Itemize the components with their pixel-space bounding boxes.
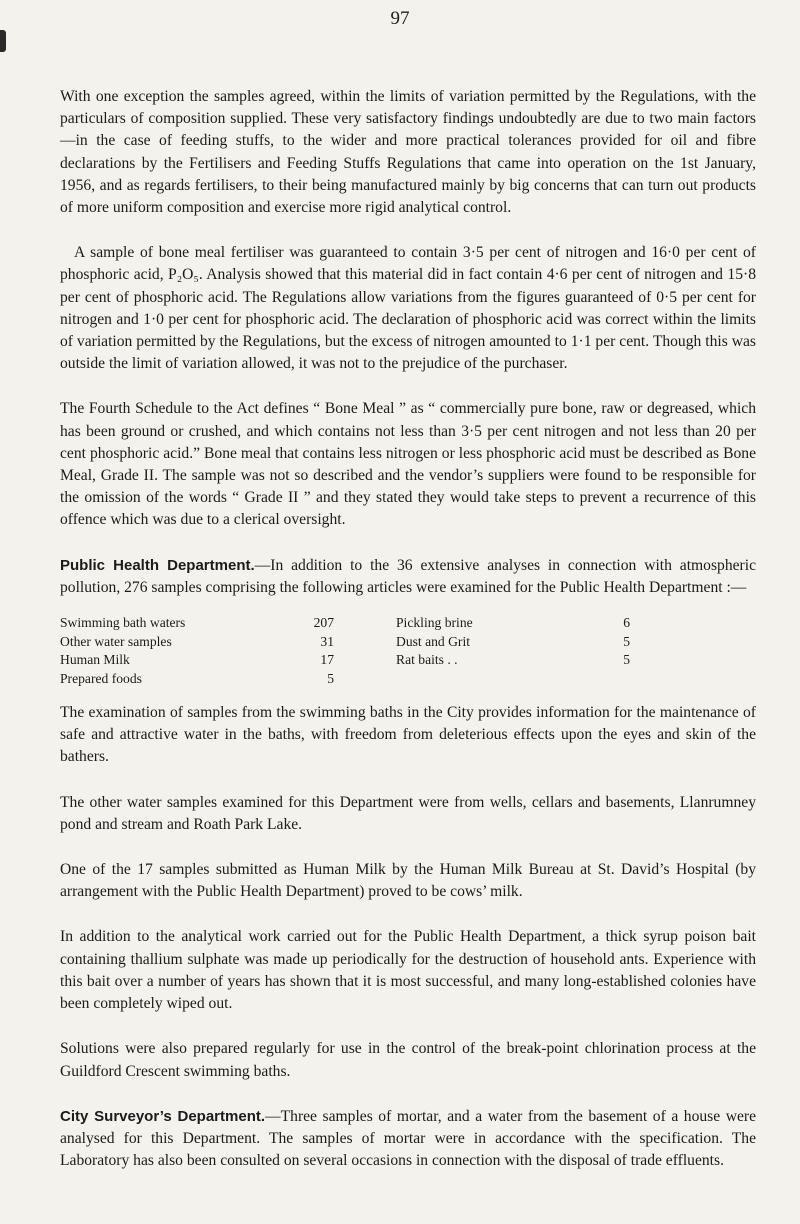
city-surveyor-heading: City Surveyor’s Department. [60,1107,266,1125]
paragraph-human-milk: One of the 17 samples submitted as Human Milk by the Human Milk Bureau at St. David’s Hospital (by arrangement with the Public Health Department) proved to be cows’ milk. [60,861,756,901]
sample-count: 31 [320,633,334,649]
page-body [60,86,756,1195]
paragraph-regulations: With one exception the samples agreed, within the limits of variation permitted by the Regulations, with the particulars of composition supplied. These very satisfactory findings undoubtedly are due to two main factors—in the case of feeding stuffs, to the wider and more practical tolerances provided for oil and fibre declarations by the Fertilisers and Feeding Stuffs Regulations that came into operation on the 1st January, 1956, and as regards fertilisers, to their being manufactured mainly by big concerns that can turn out products of more uniform composition and exercise more rigid analytical control. [60,88,756,217]
public-health-heading: Public Health Department. [60,556,255,574]
paragraph-public-health [60,555,756,599]
sample-name: Swimming bath waters [60,615,186,631]
samples-table [60,614,756,688]
sample-count: 5 [623,633,630,649]
binding-mark [0,30,6,52]
paragraph-poison-bait: In addition to the analytical work carried out for the Public Health Department, a thick syrup poison bait containing thallium sulphate was made up periodically for the destruction of household ants. Experience with this bait over a number of years has shown that it is most successful, and many long-established colonies have been completely wiped out. [60,928,756,1013]
sample-name: Dust and Grit [396,633,471,649]
public-health-text: —In addition to the 36 extensive analyses in connection with atmospheric pollution, 276 samples comprising the following articles were examined for the Public Health Department :— [60,556,757,596]
paragraph-city-surveyor [60,1106,756,1173]
sample-count: 5 [623,652,630,668]
sample-name: Other water samples [60,633,172,649]
sample-count: 6 [623,615,630,631]
sample-count: 17 [320,652,334,668]
paragraph-chlorination: Solutions were also prepared regularly for use in the control of the break-point chlorination process at the Guildford Crescent swimming baths. [60,1040,756,1080]
paragraph-bone-meal-sample: A sample of bone meal fertiliser was guaranteed to contain 3·5 per cent of nitrogen and 16·0 per cent of phosphoric acid, P₂O₅. Analysis showed that this material did in fact contain 4·6 per cent of nitrogen and 15·8 per cent of phosphoric acid. The Regulations allow variations from the figures guaranteed of 0·5 per cent for nitrogen and 1·0 per cent for phosphoric acid. The declaration of phosphoric acid was correct within the limits of variation permitted by the Regulations, but the excess of nitrogen amounted to 1·1 per cent. Though this was outside the limit of variation allowed, it was not to the prejudice of the purchaser. [60,244,756,373]
paragraph-fourth-schedule: The Fourth Schedule to the Act defines “ Bone Meal ” as “ commercially pure bone, raw or degreased, which has been ground or crushed, and which contains not less than 3·5 per cent nitrogen and not less than 20 per cent phosphoric acid.” Bone meal that contains less nitrogen or less phosphoric acid must be described as Bone Meal, Grade II. The sample was not so described and the vendor’s suppliers were found to be responsible for the omission of the words “ Grade II ” and they stated they would take steps to prevent a recurrence of this offence which was due to a clerical oversight. [60,400,756,529]
sample-count: 5 [327,670,334,686]
sample-name: Human Milk [60,652,130,668]
sample-name: Pickling brine [396,615,473,631]
sample-name: Prepared foods [60,670,142,686]
city-surveyor-text: —Three samples of mortar, and a water from the basement of a house were analysed for this Department. The samples of mortar were in accordance with the specification. The Laboratory has also been consulted on several occasions in connection with the disposal of trade effluents. [60,1107,757,1170]
sample-count: 207 [313,615,334,631]
sample-name: Rat baits . . [396,652,458,668]
paragraph-other-water: The other water samples examined for this Department were from wells, cellars and basements, Llanrumney pond and stream and Roath Park Lake. [60,793,756,833]
paragraph-swimming-baths: The examination of samples from the swimming baths in the City provides information for the maintenance of safe and attractive water in the baths, with freedom from deleterious effects upon the eyes and skin of the bathers. [60,704,756,766]
page-number: 97 [390,8,410,29]
